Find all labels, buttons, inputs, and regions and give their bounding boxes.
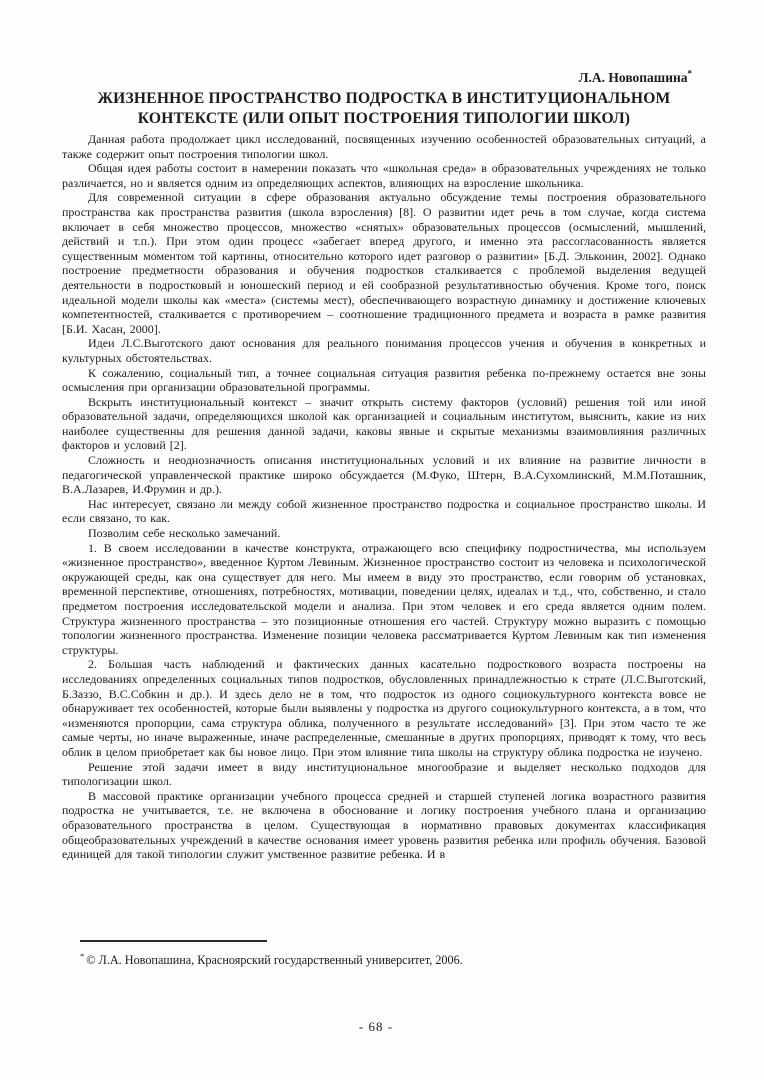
- footnote: [80, 950, 700, 968]
- title-line-1: ЖИЗНЕННОЕ ПРОСТРАНСТВО ПОДРОСТКА В ИНСТИТУЦИОНАЛЬНОМ: [97, 90, 671, 107]
- page-number: - 68 -: [358, 1019, 394, 1034]
- article-body: [62, 132, 706, 862]
- article-content: [62, 70, 706, 862]
- footnote-divider: [80, 940, 267, 942]
- author-footnote-mark: *: [687, 68, 692, 79]
- paragraph-4: Идеи Л.С.Выготского дают основания для реального понимания процессов учения и обучения в конкретных и культурных обстоятельствах.: [62, 336, 706, 365]
- paragraph-10: 1. В своем исследовании в качестве конструкта, отражающего всю специфику подростничества, мы используем «жизненное пространство», введенное Куртом Левиным. Жизненное пространство состоит из человека и психологической окружающей среды, как она существует для него. Мы имеем в виду это пространство, если говорим об установках, временной перспективе, отношениях, потребностях, мотивации, поведении целях, идеалах и т.д., что, собственно, и стало предметом построения исследовательской модели и анализа. При этом человек и его среда является одним полем. Структура жизненного пространства – это позиционные отношения его частей. Структуру можно выразить с помощью топологии жизненного пространства. Изменение позиции человека рассматривается Куртом Левиным как тип изменения структуры.: [62, 540, 706, 657]
- footnote-text: © Л.А. Новопашина, Красноярский государственный университет, 2006.: [86, 953, 463, 967]
- paragraph-11: 2. Большая часть наблюдений и фактических данных касательно подросткового возраста построены на исследованиях определенных социальных типов подростков, обусловленных принадлежностью к страте (Л.С.Выготский, Б.Заззо, В.С.Собкин и др.). И здесь дело не в том, что подросток из одного социокультурного контекста вовсе не обнаруживает тех особенностей, которые были выявлены у подростка из другого социокультурного контекста, а в том, что «изменяются пропорции, сама структура облика, полученного в результате исследований» [3]. При этом часто те же самые черты, но иначе выраженные, иначе распределенные, смешанные в других пропорциях, приводят к тому, что весь облик в целом приобретает как бы новое лицо. При этом влияние типа школы на структуру облика подростка не изучено.: [62, 657, 706, 759]
- paragraph-9: Позволим себе несколько замечаний.: [88, 526, 281, 541]
- article-title: [62, 89, 706, 128]
- paragraph-5: К сожалению, социальный тип, а точнее социальная ситуация развития ребенка по-прежнему остается вне зоны осмысления при организации образовательной программы.: [62, 365, 706, 395]
- author-line: [62, 70, 706, 86]
- paragraph-6: Вскрыть институциональный контекст – значит открыть систему факторов (условий) решения той или иной образовательной задачи, определяющихся школой как организацией и социальным институтом, выяснить, какие из них наиболее существенны для решения данной задачи, каковы явные и скрытые механизмы взаимовлияния различных факторов и условий [2].: [62, 394, 706, 453]
- paragraph-3: Для современной ситуации в сфере образования актуально обсуждение темы построения образовательного пространства как пространства развития (школа взросления) [8]. О развитии идет речь в том случае, когда система включает в себя множество процессов, множество «снятых» образовательных процессов (осмыслений, мышлений, действий и т.п.). При этом один процесс «забегает вперед другого, и именно эта рассогласованность является существенным моментом той картины, относительно которого идет разговор о развитии» [Б.Д. Эльконин, 2002]. Однако построение предметности образования и обучения подростков сталкивается с проблемой выделения ведущей деятельности в подростковый и юношеский период и ей сообразной результативностью обучения. Кроме того, поиск идеальной модели школы как «места» (системы мест), обеспечивающего возрастную динамику и достижение ключевых компетентностей, сталкивается с противоречием – соотношение традиционного предмета и возраста в рамке развития [Б.И. Хасан, 2000].: [62, 190, 706, 336]
- paragraph-13: В массовой практике организации учебного процесса средней и старшей ступеней логика возрастного развития подростка не учитывается, т.е. не включена в обоснование и логику построения учебного плана и организацию образовательного пространства в целом. Существующая в нормативно правовых документах классификация общеобразовательных учреждений в качестве основания имеет уровень развития ребенка или профиль обучения. Базовой единицей для такой типологии служит умственное развитие ребенка. И в: [62, 788, 706, 862]
- paragraph-2: Общая идея работы состоит в намерении показать что «школьная среда» в образовательных учреждениях не только различается, но и является одним из определяющих аспектов, влияющих на взросление школьника.: [62, 161, 706, 190]
- footnote-mark: *: [80, 950, 85, 961]
- footnote-block: [80, 940, 700, 968]
- paragraph-1: Данная работа продолжает цикл исследований, посвященных изучению особенностей образовательных ситуаций, а также содержит опыт построения типологии школ.: [62, 132, 706, 161]
- paragraph-7: Сложность и неоднозначность описания институциональных условий и их влияние на развитие личности в педагогической управленческой практике широко обсуждается (М.Фуко, Штерн, В.А.Сухомлинский, М.М.Поташник, В.А.Лазарев, И.Фрумин и др.).: [62, 453, 706, 497]
- author-name: Л.А. Новопашина: [578, 70, 688, 85]
- paragraph-8: Нас интересует, связано ли между собой жизненное пространство подростка и социальное пространство школы. И если связано, то как.: [62, 496, 706, 526]
- paragraph-12: Решение этой задачи имеет в виду институциональное многообразие и выделяет несколько подходов для типологизации школ.: [62, 759, 706, 789]
- title-line-2: КОНТЕКСТЕ (ИЛИ ОПЫТ ПОСТРОЕНИЯ ТИПОЛОГИИ ШКОЛ): [137, 109, 631, 127]
